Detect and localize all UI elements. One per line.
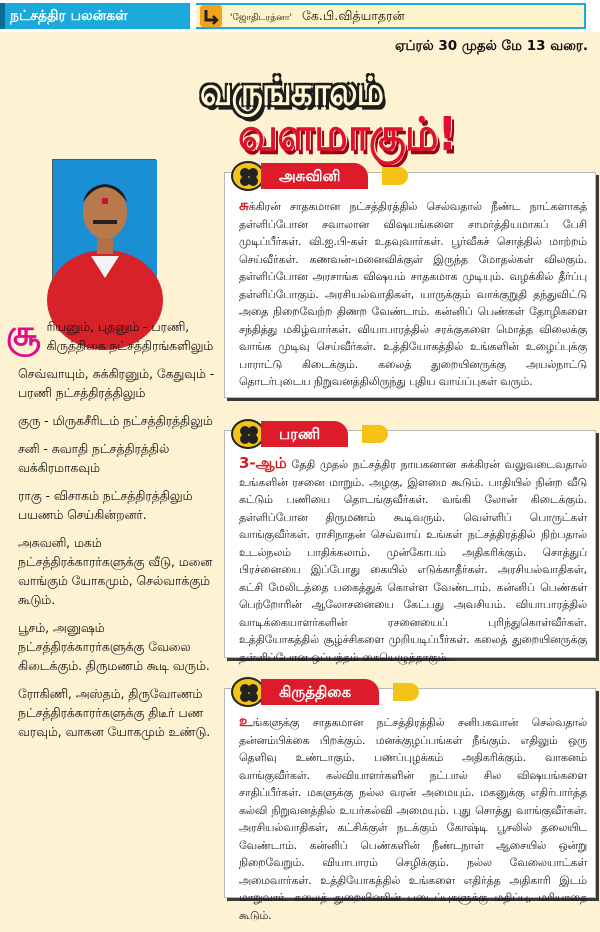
author-name: கே.பி.வித்யாதரன் — [302, 8, 405, 23]
planet-para-2 — [6, 365, 220, 403]
section-title: நட்சத்திர பலன்கள் — [0, 3, 190, 29]
star-header — [231, 677, 591, 707]
star-header — [231, 161, 591, 191]
author-prefix: 'ஜோதிடரத்னா' — [230, 13, 293, 23]
planet-text-1: ரியனும், புதனும் - பரணி, கிருத்திகை நட்சத்திரங்களிலும் — [46, 320, 214, 353]
planet-text-5: ராகு - விசாகம் நட்சத்திரத்திலும் பயணம் செய்கின்றனர். — [18, 489, 193, 522]
title-line-1: வருங்காலம் — [200, 68, 383, 115]
planet-positions — [6, 312, 220, 751]
star-box-bharani — [224, 425, 596, 664]
planet-para-8 — [6, 685, 220, 742]
star-body — [225, 689, 595, 932]
clover-icon — [231, 419, 265, 449]
planet-text-6: அசுவனி, மகம் நட்சத்திரக்காரர்களுக்கு வீடு, மனை வாங்கும் யோகமும், செல்வாக்கும் கூடும். — [18, 536, 213, 607]
star-name: கிருத்திகை — [261, 679, 379, 705]
star-text: ங்களுக்கு சாதகமான நட்சத்திரத்தில் சனிபகவான் செல்வதால் தன்னம்பிக்கை பிறக்கும். மனக்குழப்பங்கள் நீங்கும். எதிலும் ஒரு தெளிவு உண்டாகும். பணப்புழக்கம் அதிகரிக்கும். வாகனம் வாங்குவீர்கள். கல்வியாளர்களின் நட்பால் சில விஷயங்களை சாதிப்பீர்கள். மகளுக்கு நல்ல வரன் அமையும். மகனுக்கு எதிர்பார்த்த கல்வி நிறுவனத்தில் உயர்கல்வி அமையும். புது சொத்து வாங்குவீர்கள். அரசியல்வாதிகள், கட்சிக்குள் நடக்கும் கோஷ்டி பூசலில் தலையிட வேண்டாம். கன்னிப் பெண்களின் நீண்டநாள் ஆசையில் ஒன்று நிறைவேறும். வியாபாரம் செழிக்கும். நல்ல வேலையாட்கள் அமைவார்கள். உத்தியோகத்தில் உங்களை எதிர்த்த அதிகாரி இடம் மாறுவார். கலைத் துறையினரின் படைப்புகளுக்கு மதிப்பு, மரியாதை கூடும். — [239, 716, 587, 922]
star-lead: சு — [239, 196, 249, 214]
planet-para-4 — [6, 440, 220, 478]
star-lead: உ — [239, 712, 253, 730]
planet-para-6 — [6, 534, 220, 610]
clover-icon — [231, 161, 265, 191]
star-box-krittika — [224, 683, 596, 922]
star-text: தேதி முதல் நட்சத்திர நாயகனான சுக்கிரன் வலுவடைவதால் உங்களின் ரசனை மாறும். அழகு, இளமை கூடும். பாதியில் நின்ற வீடு கட்டும் பணியை தொடங்குவீர்கள். வங்கி லோன் கிடைக்கும். தள்ளிப்போன திருமணம் கூடிவரும். வெள்ளிப் பொருட்கள் வாங்குவீர்கள். ராசிநாதன் செவ்வாய் உங்கள் நட்சத்திரத்தில் நிற்பதால் உடல்நலம் பாதிக்கலாம். முன்கோபம் அதிகரிக்கும். சொத்துப் பிரச்னையை இப்போது கையில் எடுக்காதீர்கள். அரசியல்வாதிகள், கட்சி மேலிடத்தை பகைத்துக் கொள்ள வேண்டாம். கன்னிப் பெண்கள் பெற்றோரின் ஆலோசனையை கேட்பது அவசியம். வியாபாரத்தில் வாடிக்கையாளர்களின் ரசனையைப் புரிந்துகொள்வீர்கள். உத்தியோகத்தில் சூழ்ச்சிகளை முறியடிப்பீர்கள். கலைத் துறையினருக்கு தள்ளிப்போன ஒப்பந்தம் கையெழுத்தாகும். — [239, 458, 587, 664]
star-body — [225, 173, 595, 399]
arrow-icon — [200, 5, 222, 27]
date-range: ஏப்ரல் 30 முதல் மே 13 வரை. — [394, 38, 588, 54]
planet-text-2: செவ்வாயும், சுக்கிரனும், கேதுவும் - பரணி நட்சத்திரத்திலும் — [18, 367, 215, 400]
star-name: பரணி — [261, 421, 348, 447]
star-header — [231, 419, 591, 449]
planet-para-7 — [6, 619, 220, 676]
star-text: க்கிரன் சாதகமான நட்சத்திரத்தில் செல்வதால் நீண்ட நாட்களாகத் தள்ளிப்போன சவாலான விஷயங்களை சாமர்த்தியமாகப் பேசி முடிப்பீர்கள். வி.ஐ.பி-கள் உதவுவார்கள். பூர்வீகச் சொத்தில் மாற்றம் செய்வீர்கள். கணவன்-மனைவிக்குள் இருந்த மோதல்கள் விலகும். தள்ளிப்போன அரசாங்க விஷயம் சாதகமாக முடியும். வழக்கில் தீர்ப்பு தள்ளிப்போகும். அரசியல்வாதிகள், யாருக்கும் வாக்குறுதி தந்துவிட்டு அதை நிறைவேற்ற திணற வேண்டாம். கன்னிப் பெண்கள் தோழிகளை சந்தித்து மகிழ்வார்கள். வியாபாரத்தில் சரக்குகளை மொத்த விலைக்கு வாங்க முடிவு செய்வீர்கள். உத்தியோகத்தில் உங்களின் உழைப்புக்கு பாராட்டு கிடைக்கும். கலைத் துறையினருக்கு அயல்நாட்டு தொடர்புடைய நிறுவனத்திலிருந்து புதிய வாய்ப்புகள் வரும். — [239, 200, 587, 388]
author-strip — [196, 3, 586, 29]
star-body — [225, 431, 595, 674]
clover-icon — [231, 677, 265, 707]
planet-text-7: பூசம், அனுஷம் நட்சத்திரக்காரர்களுக்கு வேலை கிடைக்கும். திருமணம் கூடி வரும். — [18, 621, 210, 673]
planet-text-4: சனி - சுவாதி நட்சத்திரத்தில் வக்கிரமாகவும் — [18, 442, 170, 475]
planet-text-8: ரோகிணி, அஸ்தம், திருவோணம் நட்சத்திரக்காரர்களுக்கு திடீர் பண வரவும், வாகன யோகமும் உண்டு. — [18, 687, 211, 739]
planet-text-3: குரு - மிருகசீரிடம் நட்சத்திரத்திலும் — [18, 414, 213, 428]
planet-para-5 — [6, 487, 220, 525]
star-box-ashwini — [224, 167, 596, 398]
dropcap: சூ — [6, 312, 41, 354]
star-name: அசுவினி — [261, 163, 368, 189]
planet-para-1 — [6, 312, 220, 356]
astrologer-photo — [52, 159, 156, 285]
planet-para-3 — [6, 412, 220, 431]
author-credit — [230, 5, 405, 29]
header-bar — [0, 0, 600, 32]
star-lead: 3-ஆம் — [239, 454, 287, 472]
title-line-2: வளமாகும்! — [238, 107, 456, 162]
